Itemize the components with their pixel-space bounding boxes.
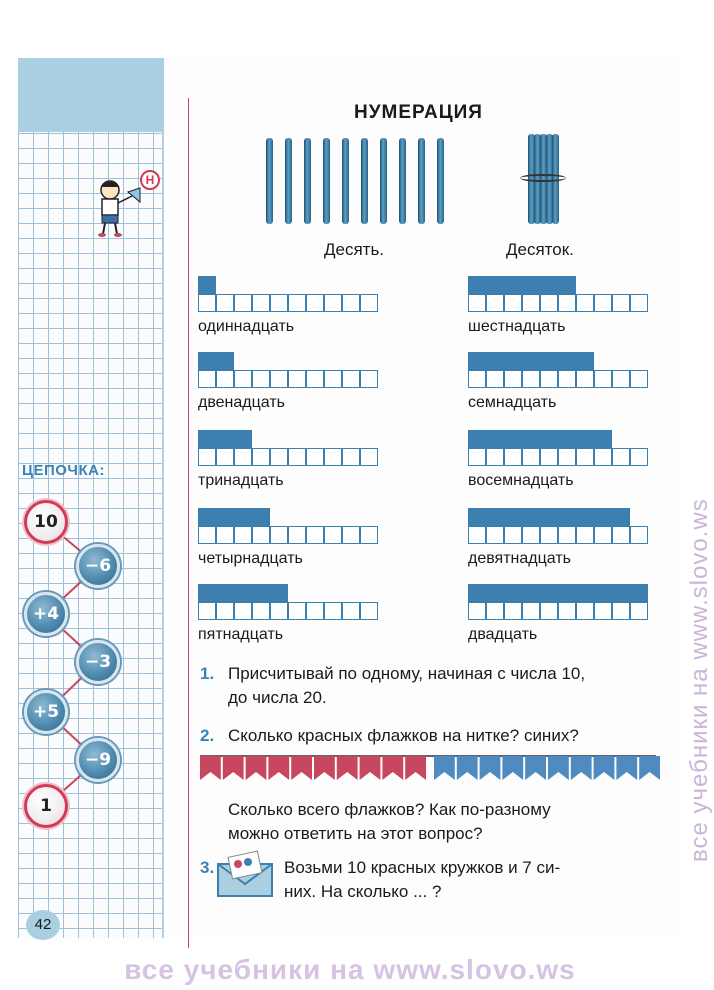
unit-cell-filled xyxy=(612,584,630,602)
number-word: шестнадцать xyxy=(468,318,566,335)
boy-icon xyxy=(88,176,148,238)
unit-cell-filled xyxy=(504,352,522,370)
ten-cell xyxy=(522,294,540,312)
task-2 xyxy=(228,724,579,748)
counting-stick xyxy=(380,138,387,224)
ten-cell xyxy=(594,294,612,312)
chain-bead: −6 xyxy=(76,544,120,588)
ten-cell xyxy=(342,294,360,312)
ten-cell xyxy=(540,448,558,466)
unit-cell-filled xyxy=(558,430,576,448)
ten-cell xyxy=(594,526,612,544)
blue-flag xyxy=(480,756,501,780)
unit-cell-filled xyxy=(630,584,648,602)
margin-rule xyxy=(188,98,189,948)
bundle-label: Десяток. xyxy=(506,240,574,259)
unit-cell-filled xyxy=(234,584,252,602)
unit-cell-filled xyxy=(540,352,558,370)
unit-cell-filled xyxy=(558,276,576,294)
ten-cell xyxy=(630,602,648,620)
sticks-label: Десять. xyxy=(324,240,385,259)
unit-cell-filled xyxy=(468,430,486,448)
ten-cell xyxy=(324,370,342,388)
envelope-icon xyxy=(216,854,274,898)
ten-cell xyxy=(216,526,234,544)
unit-cell-filled xyxy=(576,430,594,448)
boy-illustration xyxy=(88,173,155,243)
watermark-bottom: все учебники на www.slovo.ws xyxy=(124,954,576,985)
ten-cell xyxy=(486,370,504,388)
unit-cell-filled xyxy=(576,508,594,526)
ten-cell xyxy=(288,370,306,388)
number-word: семнадцать xyxy=(468,394,557,411)
ten-cell xyxy=(288,526,306,544)
ten-cell xyxy=(198,294,216,312)
task-line: Сколько всего флажков? Как по-разному xyxy=(228,800,551,819)
ten-cell xyxy=(306,526,324,544)
unit-cell-filled xyxy=(270,584,288,602)
red-flag xyxy=(291,756,312,780)
red-flag xyxy=(382,756,403,780)
task-1 xyxy=(228,662,585,710)
chain-bead: 1 xyxy=(24,784,68,828)
watermark-side: все учебники на www.slovo.ws xyxy=(686,498,713,862)
counting-stick xyxy=(418,138,425,224)
unit-cell-filled xyxy=(486,352,504,370)
counting-stick xyxy=(323,138,330,224)
ten-cell xyxy=(540,370,558,388)
ten-cell xyxy=(360,370,378,388)
ten-cell xyxy=(468,602,486,620)
unit-cell-filled xyxy=(522,508,540,526)
ten-cell xyxy=(270,370,288,388)
unit-cell-filled xyxy=(522,352,540,370)
ten-cell xyxy=(612,370,630,388)
ten-cell xyxy=(630,526,648,544)
counting-stick xyxy=(342,138,349,224)
task-2-continued xyxy=(228,798,551,846)
ten-cell xyxy=(558,448,576,466)
unit-cell-filled xyxy=(486,276,504,294)
ten-cell xyxy=(234,448,252,466)
ten-cell xyxy=(576,602,594,620)
unit-cell-filled xyxy=(252,584,270,602)
ten-cell xyxy=(306,448,324,466)
ten-cell xyxy=(522,526,540,544)
red-flag xyxy=(360,756,381,780)
chain-bead: +4 xyxy=(24,592,68,636)
unit-cell-filled xyxy=(234,508,252,526)
unit-cell-filled xyxy=(198,508,216,526)
task-line: можно ответить на этот вопрос? xyxy=(228,824,483,843)
ten-cell xyxy=(558,526,576,544)
ten-cell xyxy=(630,294,648,312)
unit-cell-filled xyxy=(216,430,234,448)
ten-cell xyxy=(342,448,360,466)
chain-bead: +5 xyxy=(24,690,68,734)
ten-cell xyxy=(270,448,288,466)
unit-cell-filled xyxy=(594,508,612,526)
unit-cell-filled xyxy=(234,430,252,448)
chain-title: ЦЕПОЧКА: xyxy=(22,462,105,479)
ten-cell xyxy=(360,602,378,620)
red-flag xyxy=(268,756,289,780)
ten-cell xyxy=(540,294,558,312)
unit-cell-filled xyxy=(216,584,234,602)
ten-cell xyxy=(486,602,504,620)
ten-cell xyxy=(522,602,540,620)
blue-flag xyxy=(571,756,592,780)
ten-cell xyxy=(576,370,594,388)
number-word: двенадцать xyxy=(198,394,285,411)
blue-flag xyxy=(616,756,637,780)
ten-cell xyxy=(306,602,324,620)
unit-cell-filled xyxy=(558,584,576,602)
bundle-tie xyxy=(520,174,566,182)
ten-cell xyxy=(306,370,324,388)
textbook-page xyxy=(18,58,680,938)
ten-cell xyxy=(468,294,486,312)
counting-stick xyxy=(266,138,273,224)
ten-cell xyxy=(630,370,648,388)
task-line: Возьми 10 красных кружков и 7 си- xyxy=(284,858,561,877)
ten-cell xyxy=(234,602,252,620)
ten-cell xyxy=(504,526,522,544)
ten-cell xyxy=(558,294,576,312)
ten-cell xyxy=(252,294,270,312)
chain-bead: −9 xyxy=(76,738,120,782)
unit-cell-filled xyxy=(594,430,612,448)
unit-cell-filled xyxy=(522,430,540,448)
page-number: 42 xyxy=(26,910,60,940)
red-flag xyxy=(405,756,426,780)
number-word: двадцать xyxy=(468,626,538,643)
letter-badge: Н xyxy=(140,170,160,190)
unit-cell-filled xyxy=(216,508,234,526)
ten-cell xyxy=(252,526,270,544)
unit-cell-filled xyxy=(198,584,216,602)
counting-stick xyxy=(437,138,444,224)
ten-cell xyxy=(504,294,522,312)
red-flag xyxy=(337,756,358,780)
red-flag xyxy=(314,756,335,780)
ten-cell xyxy=(252,370,270,388)
unit-cell-filled xyxy=(198,276,216,294)
ten-cell xyxy=(486,526,504,544)
ten-cell xyxy=(360,526,378,544)
blue-flag xyxy=(434,756,455,780)
page-title: НУМЕРАЦИЯ xyxy=(354,102,483,123)
ten-cell xyxy=(324,602,342,620)
ten-cell xyxy=(288,448,306,466)
stick-bundle xyxy=(524,130,564,226)
ten-cell xyxy=(468,448,486,466)
unit-cell-filled xyxy=(198,430,216,448)
number-word: одиннадцать xyxy=(198,318,295,335)
ten-cell xyxy=(216,448,234,466)
unit-cell-filled xyxy=(612,508,630,526)
unit-cell-filled xyxy=(504,508,522,526)
unit-cell-filled xyxy=(540,508,558,526)
ten-cell xyxy=(198,602,216,620)
ten-cell xyxy=(324,448,342,466)
ten-cell xyxy=(198,526,216,544)
unit-cell-filled xyxy=(468,508,486,526)
ten-cell xyxy=(270,294,288,312)
unit-cell-filled xyxy=(252,508,270,526)
task-number: 1. xyxy=(200,664,215,683)
ten-cell xyxy=(630,448,648,466)
counting-stick xyxy=(285,138,292,224)
ten-cell xyxy=(306,294,324,312)
counting-stick xyxy=(304,138,311,224)
ten-cell xyxy=(468,526,486,544)
task-line: Присчитывай по одному, начиная с числа 10, xyxy=(228,664,586,683)
ten-cell xyxy=(288,602,306,620)
ten-cell xyxy=(342,602,360,620)
unit-cell-filled xyxy=(522,276,540,294)
blue-flag xyxy=(502,756,523,780)
ten-cell xyxy=(576,294,594,312)
ten-cell xyxy=(234,370,252,388)
number-word: девятнадцать xyxy=(468,550,571,567)
task-line: них. На сколько ... ? xyxy=(284,882,442,901)
ten-cell xyxy=(252,602,270,620)
chain-bead: −3 xyxy=(76,640,120,684)
ten-cell xyxy=(594,602,612,620)
chain-bead: 10 xyxy=(24,500,68,544)
ten-cell xyxy=(522,370,540,388)
ten-cell xyxy=(234,294,252,312)
unit-cell-filled xyxy=(468,352,486,370)
unit-cell-filled xyxy=(486,430,504,448)
unit-cell-filled xyxy=(468,584,486,602)
ten-cell xyxy=(360,448,378,466)
red-flag xyxy=(200,756,221,780)
ten-cell xyxy=(342,370,360,388)
number-word: пятнадцать xyxy=(198,626,284,643)
ten-cell xyxy=(612,602,630,620)
unit-cell-filled xyxy=(198,352,216,370)
blue-flag xyxy=(457,756,478,780)
number-word: тринадцать xyxy=(198,472,284,489)
ten-cell xyxy=(540,526,558,544)
ten-cell xyxy=(522,448,540,466)
number-word: четырнадцать xyxy=(198,550,303,567)
ten-cell xyxy=(360,294,378,312)
counting-stick xyxy=(399,138,406,224)
ten-cell xyxy=(324,526,342,544)
ten-cell xyxy=(342,526,360,544)
ten-cell xyxy=(594,370,612,388)
unit-cell-filled xyxy=(576,584,594,602)
unit-cell-filled xyxy=(558,352,576,370)
unit-cell-filled xyxy=(576,352,594,370)
number-word: восемнадцать xyxy=(468,472,574,489)
red-flag xyxy=(223,756,244,780)
ten-cell xyxy=(576,526,594,544)
ten-cell xyxy=(504,370,522,388)
unit-cell-filled xyxy=(468,276,486,294)
ten-cell xyxy=(252,448,270,466)
blue-flag xyxy=(525,756,546,780)
ten-cell xyxy=(216,294,234,312)
unit-cell-filled xyxy=(540,584,558,602)
unit-cell-filled xyxy=(486,584,504,602)
flags-string xyxy=(198,752,658,792)
ten-cell xyxy=(270,526,288,544)
unit-cell-filled xyxy=(540,276,558,294)
number-chain xyxy=(18,488,164,868)
ten-cell xyxy=(198,448,216,466)
ten-cell xyxy=(324,294,342,312)
ten-cell xyxy=(558,602,576,620)
ten-cell xyxy=(216,602,234,620)
blue-flag xyxy=(594,756,615,780)
unit-cell-filled xyxy=(540,430,558,448)
unit-cell-filled xyxy=(594,584,612,602)
ten-cell xyxy=(234,526,252,544)
ten-cell xyxy=(504,602,522,620)
unit-cell-filled xyxy=(522,584,540,602)
unit-cell-filled xyxy=(504,430,522,448)
unit-cell-filled xyxy=(216,352,234,370)
unit-cell-filled xyxy=(486,508,504,526)
ten-cell xyxy=(540,602,558,620)
ten-cell xyxy=(612,526,630,544)
task-number: 2. xyxy=(200,726,215,745)
margin-header-block xyxy=(18,58,164,132)
ten-cell xyxy=(486,294,504,312)
ten-cell xyxy=(558,370,576,388)
red-flag xyxy=(246,756,267,780)
blue-flag xyxy=(548,756,569,780)
ten-cell xyxy=(270,602,288,620)
task-line: Сколько красных флажков на нитке? синих? xyxy=(228,726,579,745)
unit-cell-filled xyxy=(558,508,576,526)
ten-cell xyxy=(576,448,594,466)
ten-cell xyxy=(198,370,216,388)
ten-cell xyxy=(504,448,522,466)
unit-cell-filled xyxy=(504,584,522,602)
ten-cell xyxy=(288,294,306,312)
task-line: до числа 20. xyxy=(228,688,327,707)
ten-cell xyxy=(468,370,486,388)
ten-cell xyxy=(612,294,630,312)
blue-flag xyxy=(639,756,660,780)
ten-cell xyxy=(216,370,234,388)
ten-cell xyxy=(486,448,504,466)
counting-stick xyxy=(361,138,368,224)
task-3 xyxy=(284,856,560,904)
task-number: 3. xyxy=(200,858,215,877)
ten-cell xyxy=(612,448,630,466)
unit-cell-filled xyxy=(504,276,522,294)
ten-cell xyxy=(594,448,612,466)
